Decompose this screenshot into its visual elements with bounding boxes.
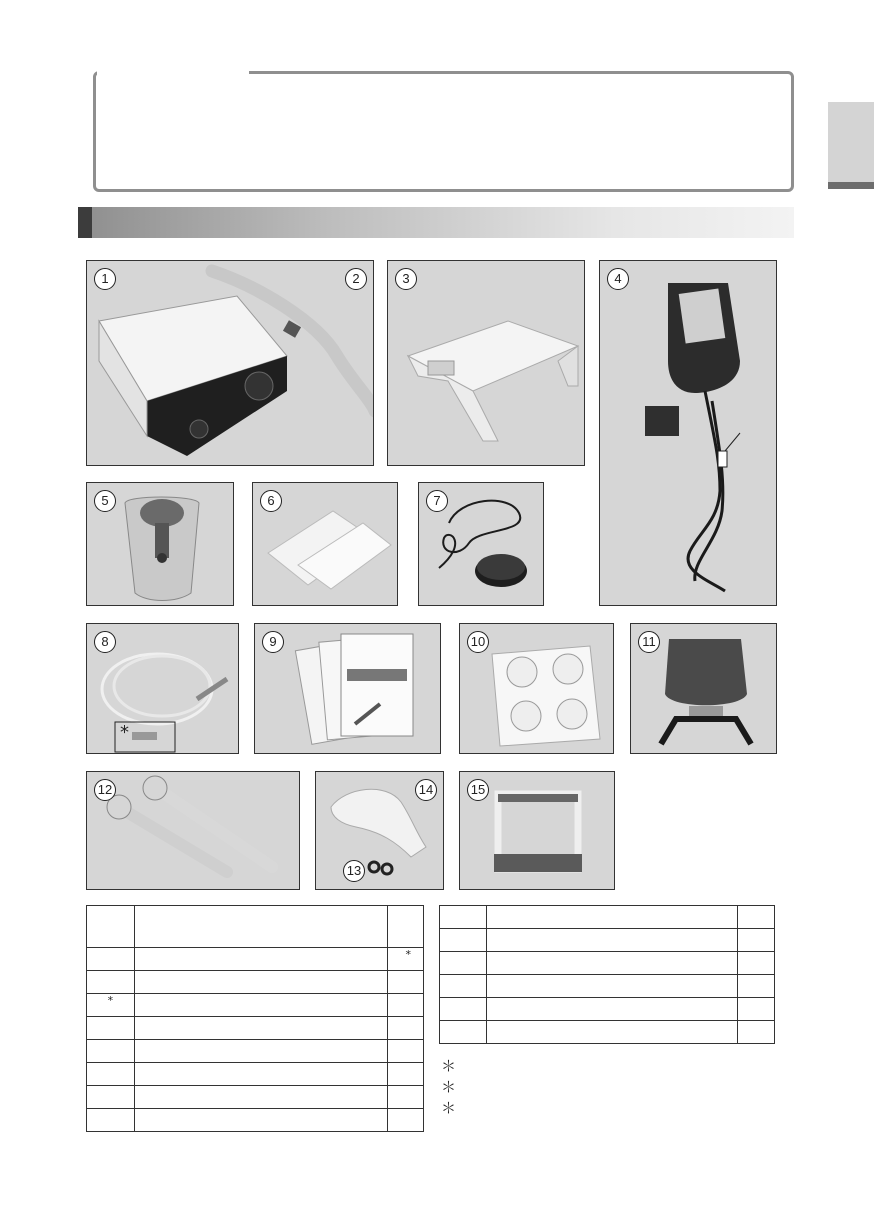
table-cell <box>486 952 737 975</box>
table-cell <box>388 948 424 971</box>
table-cell <box>134 1017 387 1040</box>
item-number-badge: 13 <box>343 860 365 882</box>
photo-ac-adapter <box>599 260 777 606</box>
photo-handpiece-holder <box>86 482 234 606</box>
table-cell <box>134 1109 387 1132</box>
table-row <box>440 1021 775 1044</box>
parts-table-right <box>439 905 775 1044</box>
table-cell <box>388 994 424 1017</box>
table-row <box>87 948 424 971</box>
table-row <box>87 1040 424 1063</box>
table-row <box>440 952 775 975</box>
table-cell <box>738 929 775 952</box>
table-cell <box>388 971 424 994</box>
table-cell <box>440 929 487 952</box>
chapter-side-tab <box>828 102 874 182</box>
table-cell <box>134 1086 387 1109</box>
table-row <box>87 1017 424 1040</box>
control-unit-icon <box>87 261 374 466</box>
ac-adapter-icon <box>600 261 777 606</box>
table-cell <box>738 952 775 975</box>
table-row <box>440 929 775 952</box>
table-cell <box>134 1063 387 1086</box>
table-row <box>440 906 775 929</box>
table-cell <box>388 1086 424 1109</box>
item-number-badge: 2 <box>345 268 367 290</box>
photo-cover-o-rings <box>315 771 444 890</box>
item-number-badge: 4 <box>607 268 629 290</box>
table-cell <box>738 975 775 998</box>
item-number-badge: 5 <box>94 490 116 512</box>
footnote-mark: ＊ <box>441 1099 457 1117</box>
table-cell <box>440 906 487 929</box>
table-cell <box>388 1017 424 1040</box>
footnote-mark: ＊ <box>441 1078 457 1096</box>
section-heading-bar <box>78 207 794 238</box>
table-cell <box>486 975 737 998</box>
table-row <box>87 1109 424 1132</box>
item-number-badge: 6 <box>260 490 282 512</box>
table-cell <box>87 1040 135 1063</box>
table-cell <box>440 975 487 998</box>
table-cell <box>134 1040 387 1063</box>
asterisk-mark: * <box>107 994 114 1007</box>
table-cell <box>134 994 387 1017</box>
photo-foot-control <box>418 482 544 606</box>
table-row <box>440 998 775 1021</box>
photo-sterilization-case <box>630 623 777 754</box>
table-cell <box>486 906 737 929</box>
table-row <box>440 975 775 998</box>
table-cell <box>486 1021 737 1044</box>
table-cell <box>87 948 135 971</box>
table-cell <box>486 929 737 952</box>
item-number-badge: 9 <box>262 631 284 653</box>
table-cell <box>738 906 775 929</box>
table-cell <box>388 1109 424 1132</box>
photo-control-unit-handpiece <box>86 260 374 466</box>
table-cell <box>388 1040 424 1063</box>
table-cell <box>388 1063 424 1086</box>
section-heading-mark <box>78 207 92 238</box>
table-cell <box>440 998 487 1021</box>
table-cell <box>440 1021 487 1044</box>
tube-asterisk: * <box>120 722 129 743</box>
table-cell <box>134 948 387 971</box>
table-cell <box>738 1021 775 1044</box>
asterisk-mark: * <box>405 948 411 961</box>
table-cell <box>87 994 135 1017</box>
photo-tube <box>86 623 239 754</box>
table-cell <box>87 1063 135 1086</box>
table-cell <box>134 971 387 994</box>
table-cell <box>87 906 135 948</box>
table-cell <box>440 952 487 975</box>
table-row <box>87 1063 424 1086</box>
footnote-mark: ＊ <box>441 1057 457 1075</box>
table-row <box>87 994 424 1017</box>
photo-pads <box>459 623 614 754</box>
table-cell <box>486 998 737 1021</box>
notice-box <box>93 71 794 192</box>
table-cell <box>87 1109 135 1132</box>
table-row <box>87 1086 424 1109</box>
notice-box-tab <box>97 66 249 76</box>
photo-stand <box>387 260 585 466</box>
item-number-badge: 12 <box>94 779 116 801</box>
item-number-badge: 11 <box>638 631 660 653</box>
item-number-badge: 14 <box>415 779 437 801</box>
wrenches-icon <box>87 772 300 890</box>
parts-table-left <box>86 905 424 1132</box>
table-cell <box>738 998 775 1021</box>
photo-sheets <box>252 482 398 606</box>
table-cell <box>87 1086 135 1109</box>
table-row <box>87 906 424 948</box>
item-number-badge: 1 <box>94 268 116 290</box>
item-number-badge: 7 <box>426 490 448 512</box>
table-cell <box>134 906 387 948</box>
table-row <box>87 971 424 994</box>
item-number-badge: 15 <box>467 779 489 801</box>
table-cell <box>87 1017 135 1040</box>
table-cell <box>87 971 135 994</box>
photo-wrenches <box>86 771 300 890</box>
table-cell <box>388 906 424 948</box>
stand-icon <box>388 261 585 466</box>
item-number-badge: 3 <box>395 268 417 290</box>
photo-tip-packs <box>254 623 441 754</box>
item-number-badge: 10 <box>467 631 489 653</box>
photo-tip-holder <box>459 771 615 890</box>
chapter-side-tab-bar <box>828 182 874 189</box>
item-number-badge: 8 <box>94 631 116 653</box>
